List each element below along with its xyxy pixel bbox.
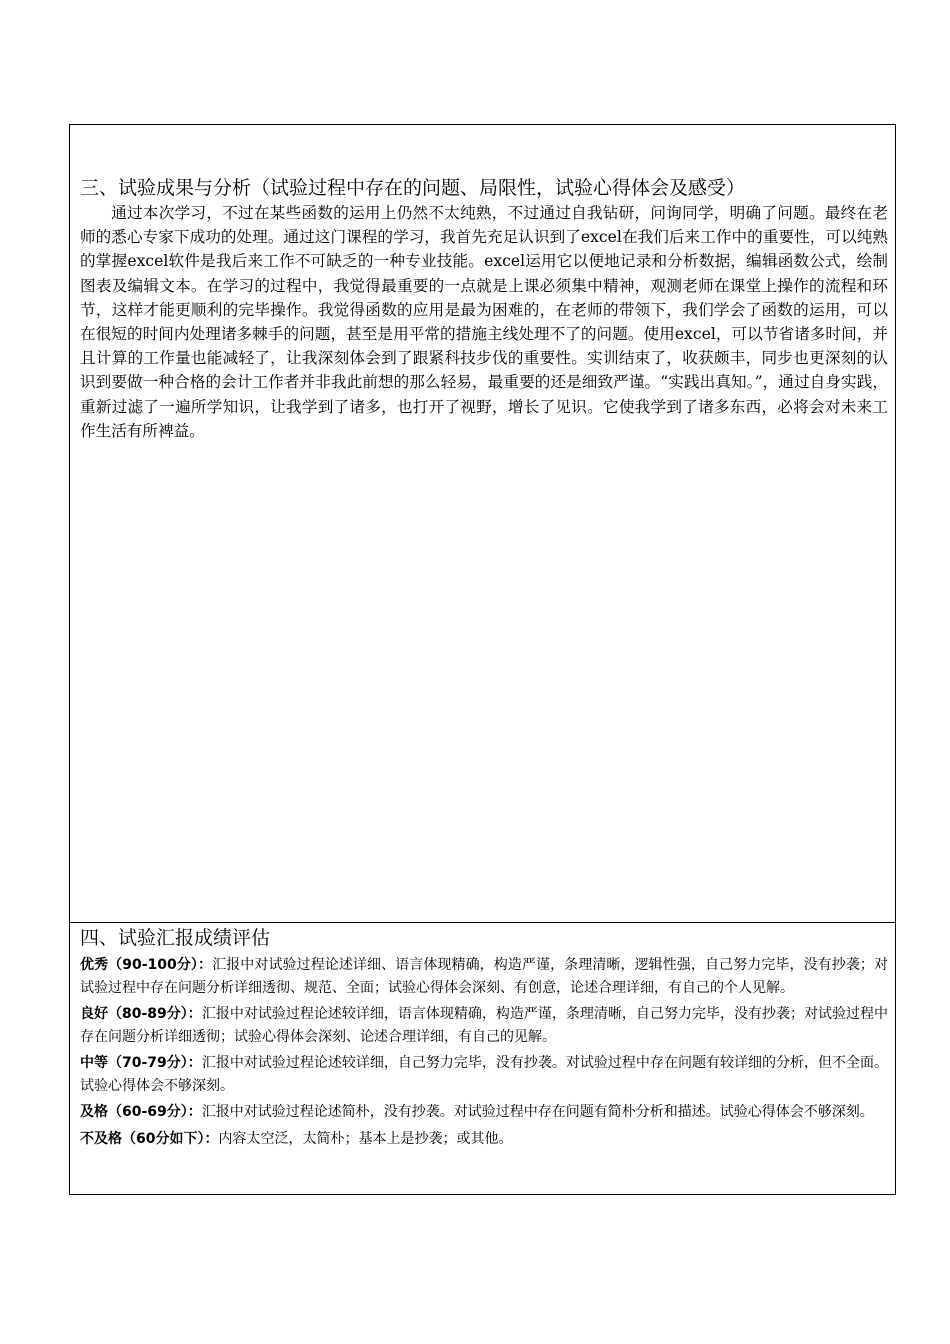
criterion-label: 及格（60-69分）： xyxy=(80,1104,202,1120)
criterion-text: 内容太空泛，太简朴；基本上是抄袭；或其他。 xyxy=(218,1130,513,1147)
results-analysis-section xyxy=(80,175,888,443)
criterion-pass xyxy=(80,1101,888,1124)
criterion-text: 汇报中对试验过程论述较详细，语言体现精确，构造严谨，条理清晰，自己努力完毕，没有抄袭；对试验过程中存在问题分析详细透彻；试验心得体会深刻、论述合理详细，有自己的见解。 xyxy=(80,1006,889,1045)
criterion-label: 中等（70-79分）： xyxy=(80,1055,202,1071)
criterion-medium xyxy=(80,1052,888,1097)
criterion-label: 优秀（90-100分）： xyxy=(80,957,213,973)
criterion-fail xyxy=(80,1128,888,1151)
criterion-label: 良好（80-89分）： xyxy=(80,1006,202,1022)
criterion-good xyxy=(80,1003,888,1048)
criterion-excellent xyxy=(80,954,888,999)
report-frame xyxy=(69,124,896,1195)
criterion-text: 汇报中对试验过程论述简朴，没有抄袭。对试验过程中存在问题有简朴分析和描述。试验心得体会不够深刻。 xyxy=(201,1104,874,1120)
results-analysis-title: 三、试验成果与分析（试验过程中存在的问题、局限性，试验心得体会及感受） xyxy=(80,177,746,199)
section-divider xyxy=(70,922,895,923)
criterion-label: 不及格（60分如下）： xyxy=(80,1130,219,1147)
criterion-text: 汇报中对试验过程论述较详细，自己努力完毕，没有抄袭。对试验过程中存在问题有较详细的分析，但不全面。试验心得体会不够深刻。 xyxy=(80,1055,889,1094)
grading-section xyxy=(80,925,888,1154)
results-analysis-body: 通过本次学习，不过在某些函数的运用上仍然不太纯熟，不过通过自我钻研，问询同学，明确了问题。最终在老师的悉心专家下成功的处理。通过这门课程的学习，我首先充足认识到了excel在我们后来工作中的重要性，可以纯熟的掌握excel软件是我后来工作不可缺乏的一种专业技能。excel运用它以便地记录和分析数据，编辑函数公式，绘制图表及编辑文本。在学习的过程中，我觉得最重要的一点就是上课必须集中精神，观测老师在课堂上操作的流程和环节，这样才能更顺利的完毕操作。我觉得函数的应用是最为困难的，在老师的带领下，我们学会了函数的运用，可以在很短的时间内处理诸多棘手的问题，甚至是用平常的措施主线处理不了的问题。使用excel，可以节省诸多时间，并且计算的工作量也能减轻了，让我深刻体会到了跟紧科技步伐的重要性。实训结束了，收获颇丰，同步也更深刻的认识到要做一种合格的会计工作者并非我此前想的那么轻易，最重要的还是细致严谨。“实践出真知。”，通过自身实践，重新过滤了一遍所学知识，让我学到了诸多，也打开了视野，增长了见识。它使我学到了诸多东西，必将会对未来工作生活有所裨益。 xyxy=(80,204,888,440)
criterion-text: 汇报中对试验过程论述详细、语言体现精确，构造严谨，条理清晰，逻辑性强，自己努力完毕，没有抄袭；对试验过程中存在问题分析详细透彻、规范、全面；试验心得体会深刻、有创意，论述合理详细，有自己的个人见解。 xyxy=(80,957,888,996)
grading-title: 四、试验汇报成绩评估 xyxy=(80,927,271,949)
